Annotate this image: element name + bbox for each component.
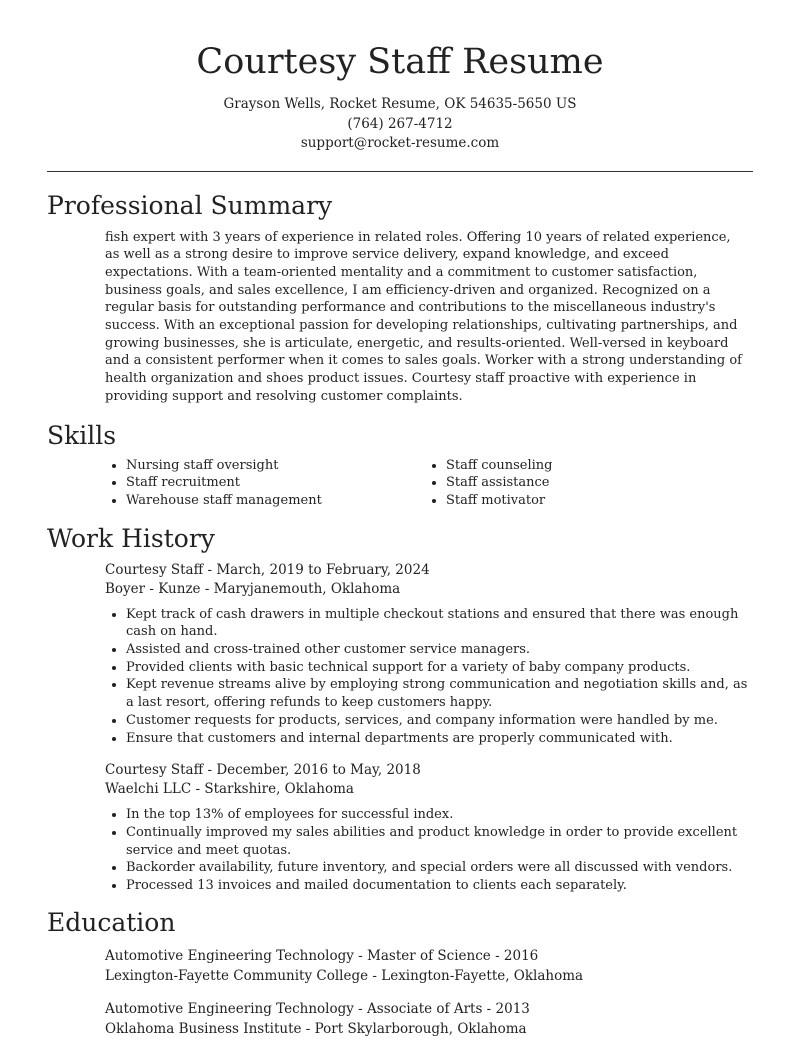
job-title-line: Courtesy Staff - December, 2016 to May, 2018 xyxy=(105,762,421,779)
skill-item: • Staff recruitment xyxy=(126,474,425,492)
school-line: Lexington-Fayette Community College - Lexington-Fayette, Oklahoma xyxy=(105,967,584,984)
skills-column-right xyxy=(425,457,745,510)
job-company-line: Boyer - Kunze - Maryjanemouth, Oklahoma xyxy=(105,580,401,597)
degree-line: Automotive Engineering Technology - Associate of Arts - 2013 xyxy=(105,1000,530,1017)
contact-phone: (764) 267-4712 xyxy=(347,115,453,132)
skill-item: • Staff counseling xyxy=(446,457,745,475)
summary-text: fish expert with 3 years of experience in related roles. Offering 10 years of related experience, as well as a strong desire to improve service delivery, expand knowledge, and exceed expectations. With a team-oriented mentality and a commitment to customer satisfaction, business goals, and sales excellence, I am efficiency-driven and organized. Recognized on a regular basis for outstanding performance and contributions to the miscellaneous industry's success. With an exceptional passion for developing relationships, cultivating partnerships, and growing businesses, she is articulate, energetic, and results-oriented. Well-versed in keyboard and a consistent performer when it comes to sales goals. Worker with a strong understanding of health organization and shoes product issues. Courtesy staff proactive with experience in providing support and resolving customer complaints. xyxy=(105,229,742,404)
job-bullets xyxy=(105,806,753,895)
job-company-line: Waelchi LLC - Starkshire, Oklahoma xyxy=(105,781,354,798)
job-bullet: • Kept track of cash drawers in multiple checkout stations and ensured that there was enough cash on hand. xyxy=(126,606,753,641)
work-heading: Work History xyxy=(47,523,215,553)
education-heading: Education xyxy=(47,907,176,937)
skill-item: • Staff assistance xyxy=(446,474,745,492)
job-bullet: • Ensure that customers and internal departments are properly communicated with. xyxy=(126,730,753,748)
education-entry xyxy=(105,946,753,986)
summary-section xyxy=(47,191,753,406)
education-entry xyxy=(105,999,753,1039)
skills-list xyxy=(105,457,753,510)
resume-header xyxy=(0,0,800,154)
resume-title: Courtesy Staff Resume xyxy=(196,42,604,82)
header-divider xyxy=(47,171,753,172)
skill-item: • Staff motivator xyxy=(446,492,745,510)
job-entry xyxy=(105,561,753,748)
skill-item: • Nursing staff oversight xyxy=(126,457,425,475)
skills-section xyxy=(47,421,753,510)
job-title-line: Courtesy Staff - March, 2019 to February, 2024 xyxy=(105,561,430,578)
job-bullet: • Backorder availability, future inventory, and special orders were all discussed with vendors. xyxy=(126,859,753,877)
job-bullet: • Customer requests for products, services, and company information were handled by me. xyxy=(126,712,753,730)
education-section xyxy=(47,908,753,1039)
skill-item: • Warehouse staff management xyxy=(126,492,425,510)
summary-heading: Professional Summary xyxy=(47,190,333,220)
skills-column-left xyxy=(105,457,425,510)
job-bullet: • Provided clients with basic technical support for a variety of baby company products. xyxy=(126,659,753,677)
skills-heading: Skills xyxy=(47,420,117,450)
job-bullets xyxy=(105,606,753,748)
degree-line: Automotive Engineering Technology - Master of Science - 2016 xyxy=(105,947,539,964)
job-entry xyxy=(105,761,753,895)
contact-email: support@rocket-resume.com xyxy=(300,135,500,151)
job-bullet: • Processed 13 invoices and mailed documentation to clients each separately. xyxy=(126,877,753,895)
school-line: Oklahoma Business Institute - Port Skylarborough, Oklahoma xyxy=(105,1020,527,1037)
work-section xyxy=(47,524,753,895)
job-bullet: • Assisted and cross-trained other customer service managers. xyxy=(126,641,753,659)
job-bullet: • In the top 13% of employees for successful index. xyxy=(126,806,753,824)
job-bullet: • Continually improved my sales abilities and product knowledge in order to provide excellent service and meet quotas. xyxy=(126,824,753,859)
job-bullet: • Kept revenue streams alive by employing strong communication and negotiation skills and, as a last resort, offering refunds to keep customers happy. xyxy=(126,676,753,711)
contact-address: Grayson Wells, Rocket Resume, OK 54635-5650 US xyxy=(223,96,577,112)
